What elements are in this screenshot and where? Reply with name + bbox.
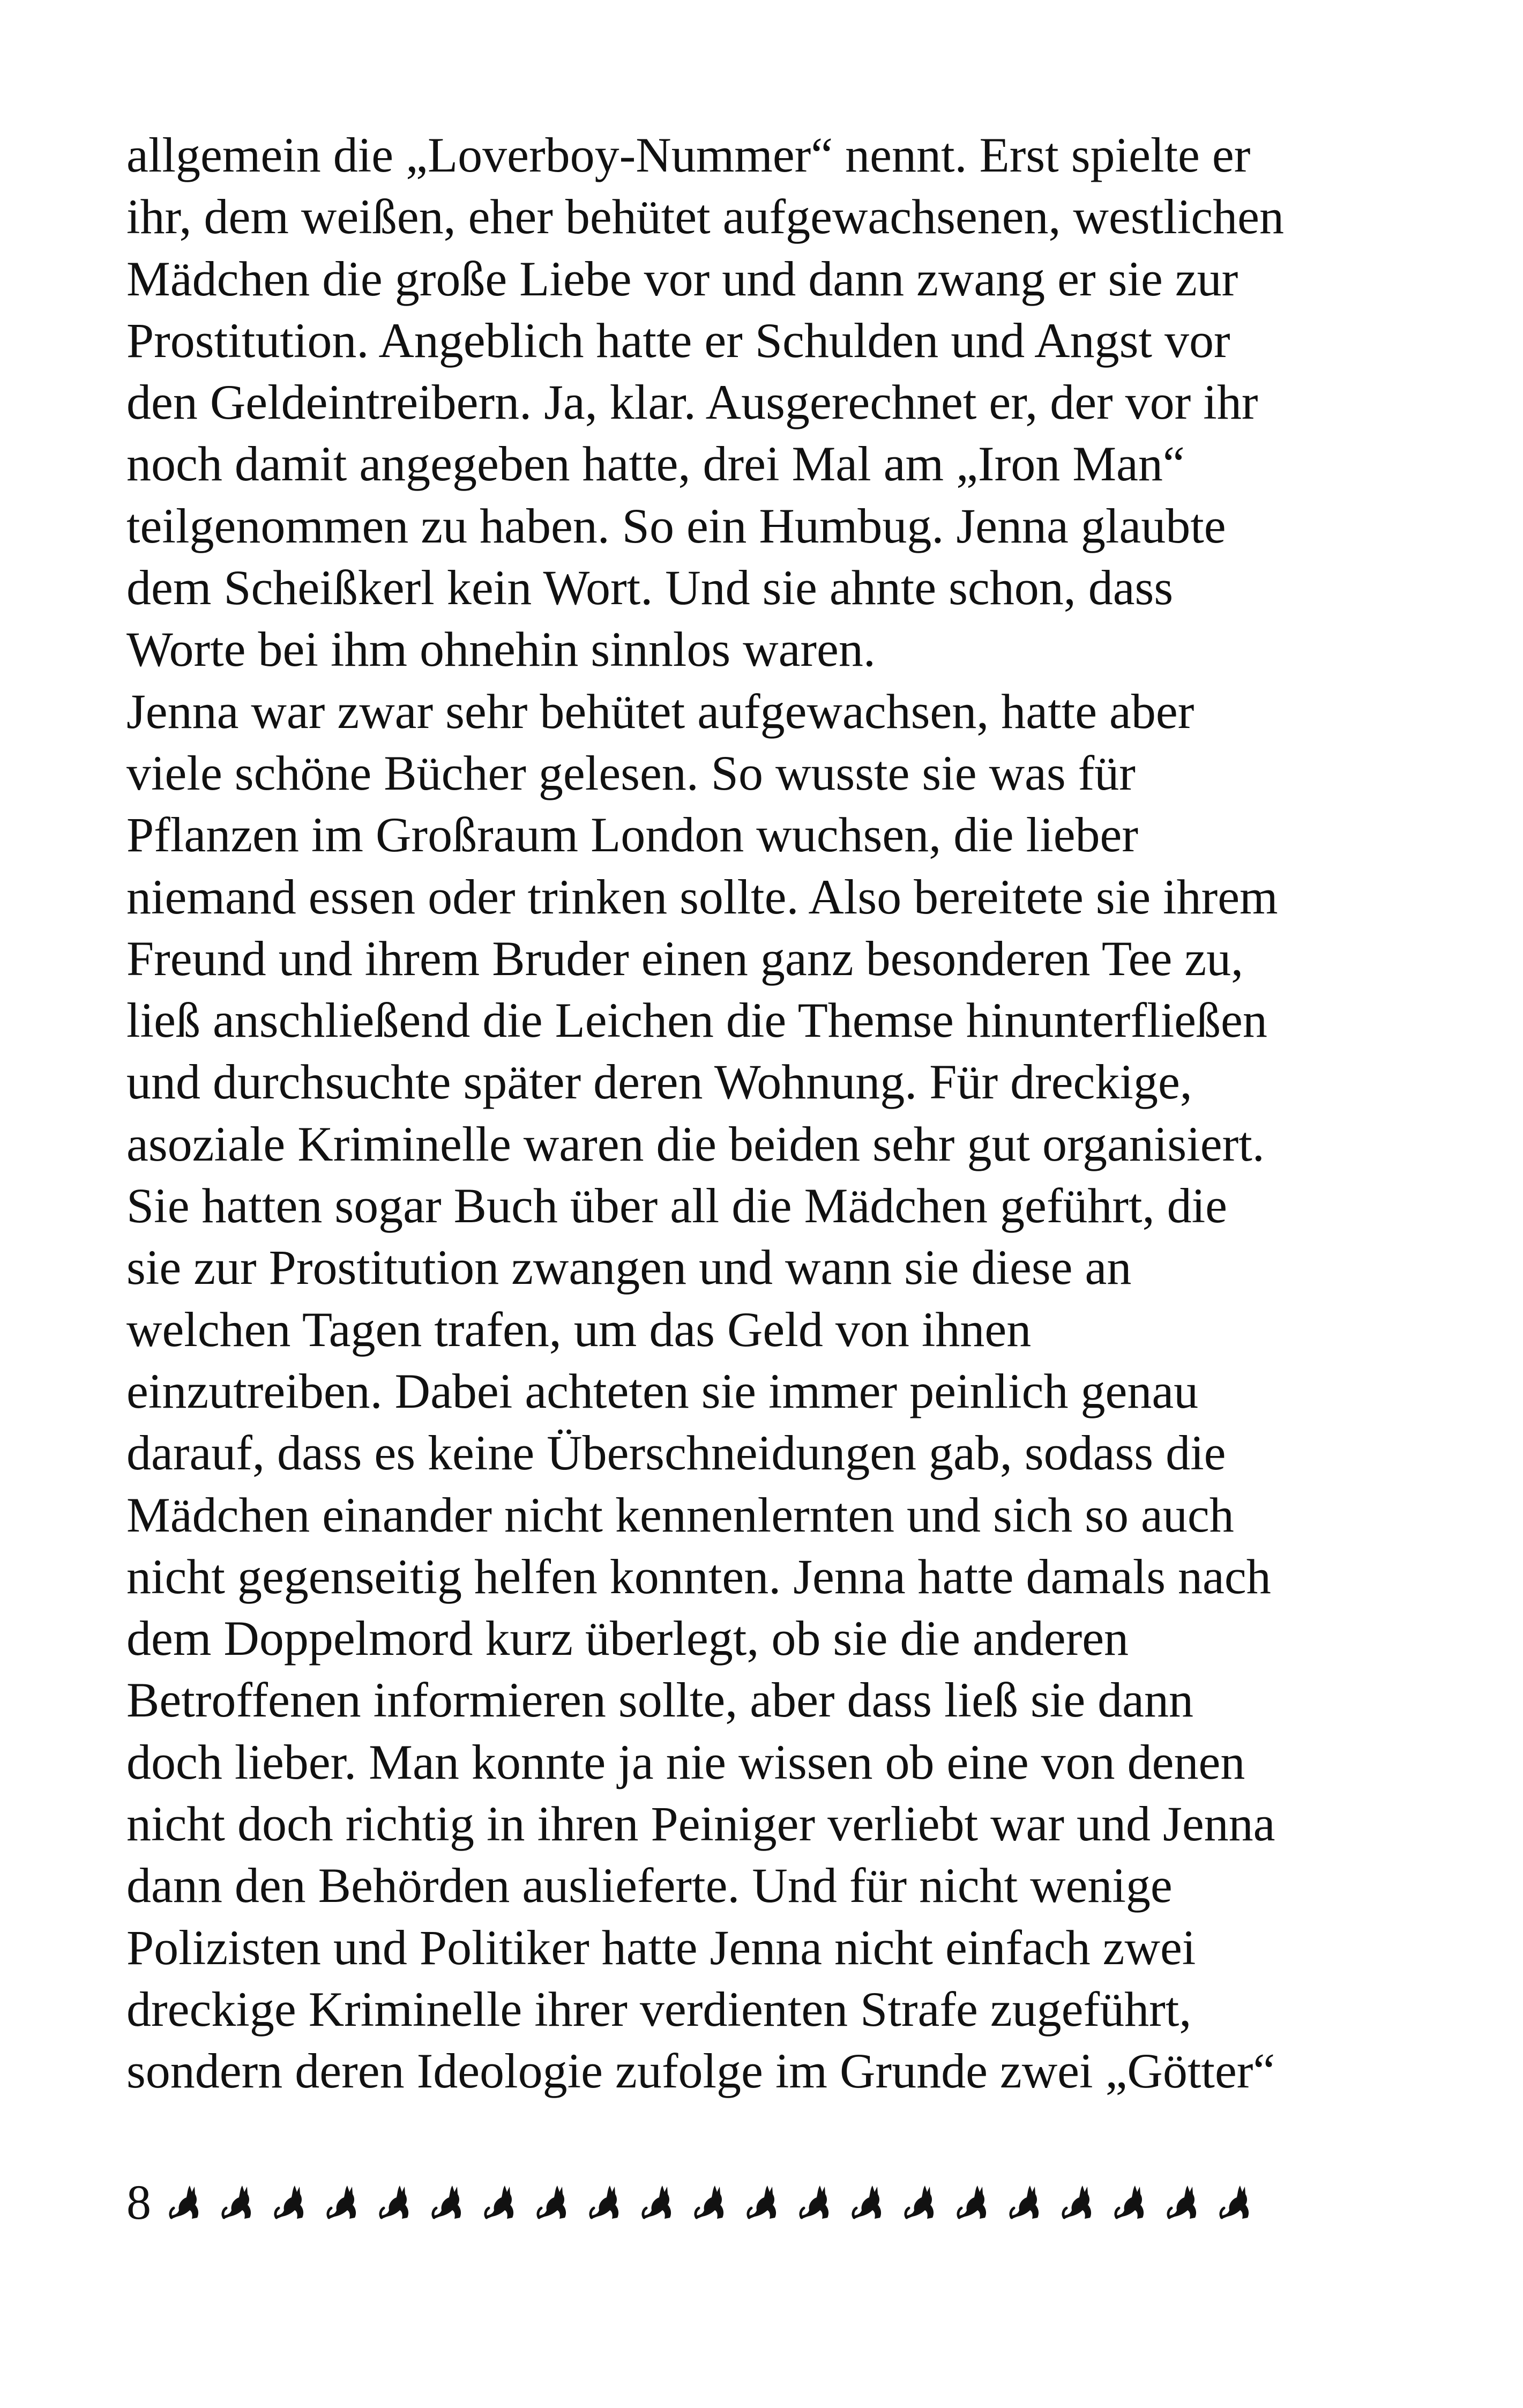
cat-silhouette-icon [326, 2183, 357, 2221]
text-line: dann den Behörden auslieferte. Und für nicht wenige [126, 1858, 1173, 1913]
cat-silhouette-icon [641, 2183, 672, 2221]
text-line: dem Doppelmord kurz überlegt, ob sie die anderen [126, 1611, 1129, 1666]
text-line: sondern deren Ideologie zufolge im Grunde zwei „Götter“ [126, 2043, 1275, 2099]
text-line: noch damit angegeben hatte, drei Mal am „Iron Man“ [126, 436, 1185, 492]
text-line: den Geldeintreibern. Ja, klar. Ausgerechnet er, der vor ihr [126, 375, 1258, 430]
text-line: ihr, dem weißen, eher behütet aufgewachsenen, westlichen [126, 189, 1284, 244]
body-text [126, 124, 1413, 2102]
cat-silhouette-icon [273, 2183, 304, 2221]
text-line: Sie hatten sogar Buch über all die Mädchen geführt, die [126, 1178, 1228, 1233]
cat-silhouette-icon [378, 2183, 409, 2221]
page-footer [126, 2170, 1271, 2234]
cat-silhouette-icon [431, 2183, 462, 2221]
cat-silhouette-icon [1219, 2183, 1250, 2221]
cat-silhouette-icon [693, 2183, 725, 2221]
cat-silhouette-icon [1166, 2183, 1197, 2221]
text-line: doch lieber. Man konnte ja nie wissen ob eine von denen [126, 1734, 1245, 1789]
text-line: teilgenommen zu haben. So ein Humbug. Jenna glaubte [126, 498, 1226, 553]
text-line: nicht doch richtig in ihren Peiniger verliebt war und Jenna [126, 1796, 1275, 1852]
text-line: Mädchen die große Liebe vor und dann zwang er sie zur [126, 251, 1238, 306]
text-line: ließ anschließend die Leichen die Themse hinunterfließen [126, 993, 1267, 1048]
cat-silhouette-icon [1009, 2183, 1040, 2221]
text-line: asoziale Kriminelle waren die beiden sehr gut organisiert. [126, 1116, 1265, 1171]
cat-silhouette-icon [904, 2183, 935, 2221]
text-line: Jenna war zwar sehr behütet aufgewachsen, hatte aber [126, 683, 1194, 739]
cat-silhouette-icon [1061, 2183, 1092, 2221]
text-line: darauf, dass es keine Überschneidungen gab, sodass die [126, 1425, 1226, 1481]
text-line: sie zur Prostitution zwangen und wann sie diese an [126, 1240, 1132, 1295]
cat-silhouette-icon [483, 2183, 514, 2221]
footer-ornament-row [168, 2183, 1271, 2221]
cat-silhouette-icon [168, 2183, 199, 2221]
page-number: 8 [126, 2175, 151, 2229]
text-line: Prostitution. Angeblich hatte er Schulden und Angst vor [126, 313, 1230, 368]
text-line: Polizisten und Politiker hatte Jenna nicht einfach zwei [126, 1920, 1196, 1975]
text-line: allgemein die „Loverboy-Nummer“ nennt. Erst spielte er [126, 128, 1251, 182]
cat-silhouette-icon [588, 2183, 619, 2221]
cat-silhouette-icon [798, 2183, 830, 2221]
text-line: nicht gegenseitig helfen konnten. Jenna hatte damals nach [126, 1549, 1271, 1604]
cat-silhouette-icon [746, 2183, 777, 2221]
text-line: einzutreiben. Dabei achteten sie immer peinlich genau [126, 1363, 1199, 1418]
text-line: welchen Tagen trafen, um das Geld von ihnen [126, 1302, 1032, 1357]
cat-silhouette-icon [536, 2183, 567, 2221]
text-line: Pflanzen im Großraum London wuchsen, die lieber [126, 807, 1139, 863]
cat-silhouette-icon [851, 2183, 882, 2221]
text-line: niemand essen oder trinken sollte. Also bereitete sie ihrem [126, 869, 1278, 924]
text-line: dreckige Kriminelle ihrer verdienten Strafe zugeführt, [126, 1981, 1192, 2037]
text-line: Mädchen einander nicht kennenlernten und sich so auch [126, 1487, 1234, 1542]
text-line: Betroffenen informieren sollte, aber dass ließ sie dann [126, 1673, 1193, 1728]
text-line: Worte bei ihm ohnehin sinnlos waren. [126, 622, 876, 677]
cat-silhouette-icon [221, 2183, 252, 2221]
text-line: und durchsuchte später deren Wohnung. Für dreckige, [126, 1054, 1192, 1110]
text-line: viele schöne Bücher gelesen. So wusste sie was für [126, 745, 1136, 800]
cat-silhouette-icon [1114, 2183, 1145, 2221]
text-line: Freund und ihrem Bruder einen ganz besonderen Tee zu, [126, 931, 1244, 986]
cat-silhouette-icon [956, 2183, 987, 2221]
text-line: dem Scheißkerl kein Wort. Und sie ahnte schon, dass [126, 560, 1174, 615]
